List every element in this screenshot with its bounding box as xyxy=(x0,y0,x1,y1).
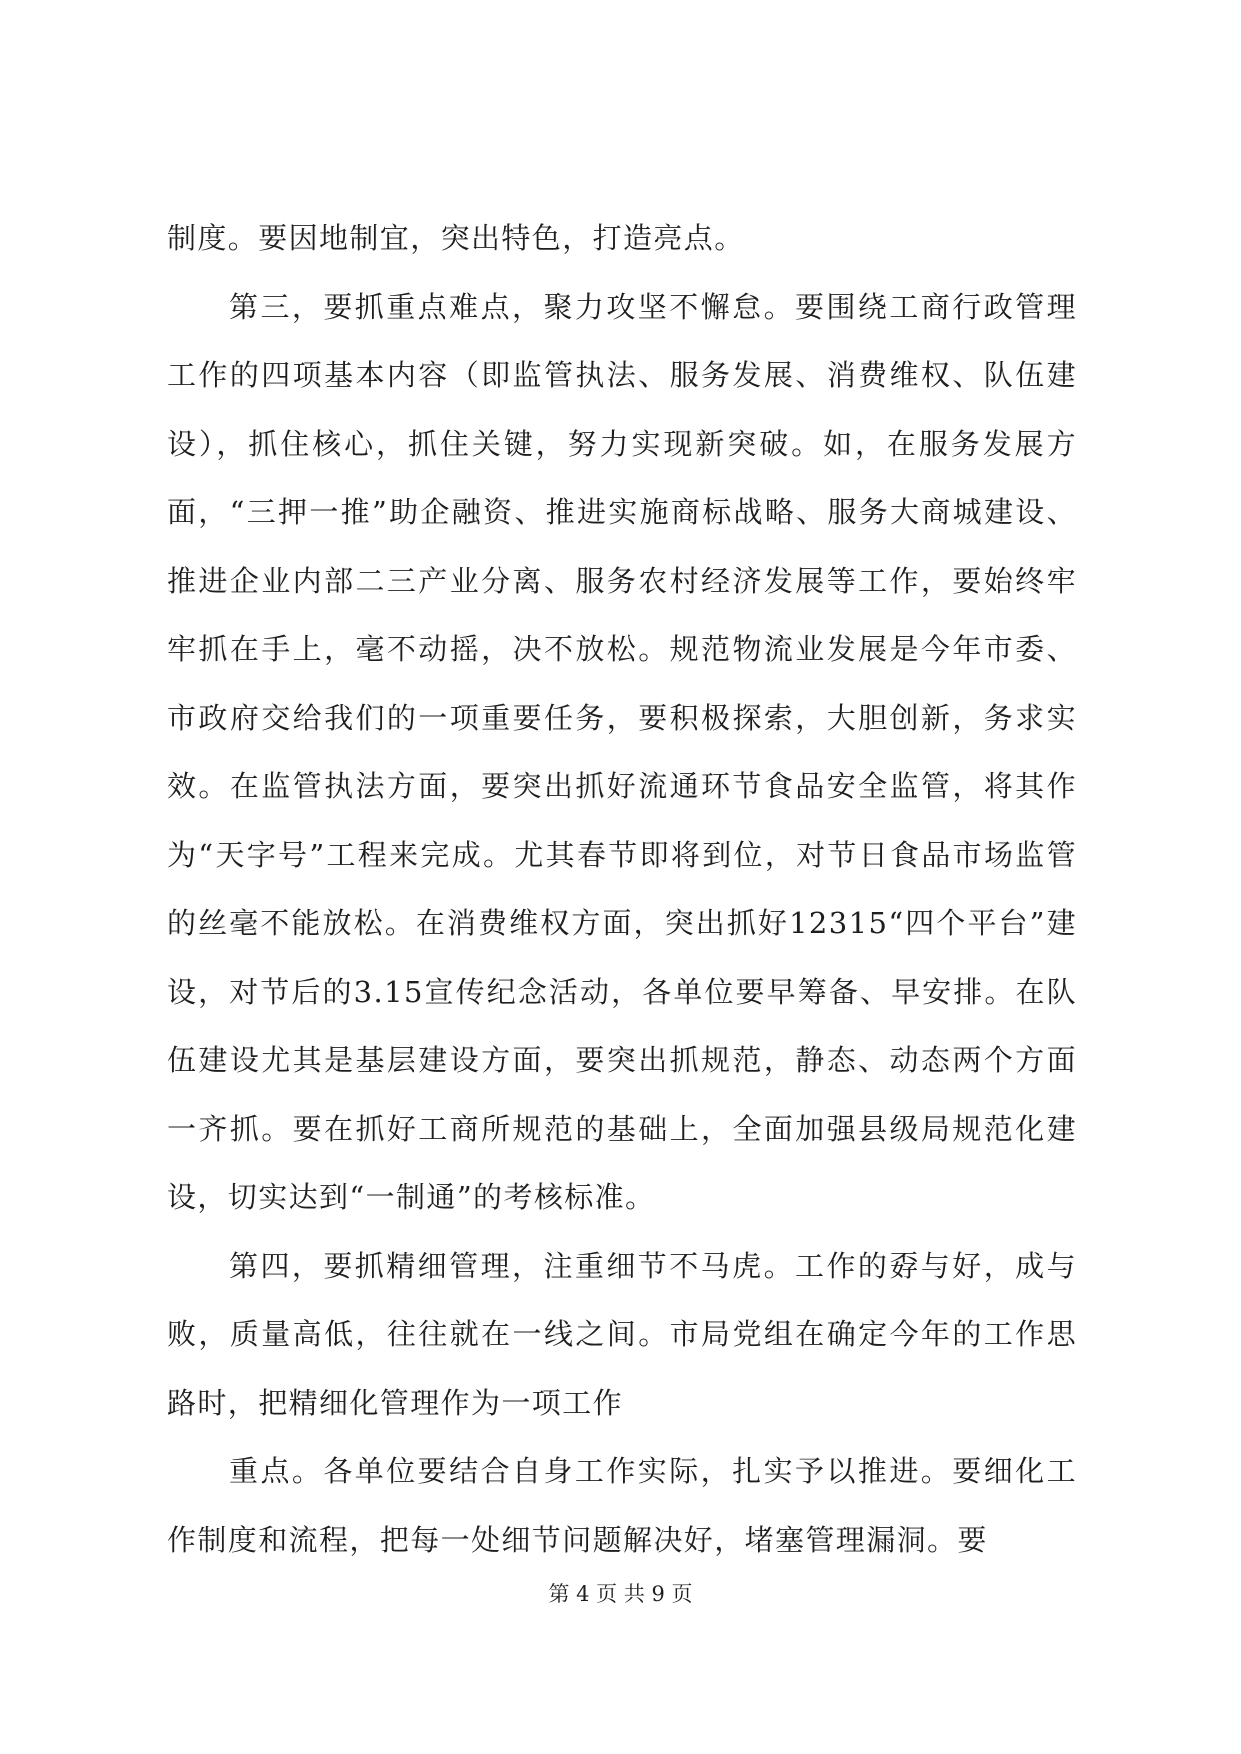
paragraph-2: 第三，要抓重点难点，聚力攻坚不懈怠。要围绕工商行政管理工作的四项基本内容（即监管执法、服务发展、消费维权、队伍建设），抓住核心，抓住关键，努力实现新突破。如，在服务发展方面，“三押一推”助企融资、推进实施商标战略、服务大商城建设、推进企业内部二三产业分离、服务农村经济发展等工作，要始终牢牢抓在手上，毫不动摇，决不放松。规范物流业发展是今年市委、市政府交给我们的一项重要任务，要积极探索，大胆创新，务求实效。在监管执法方面，要突出抓好流通环节食品安全监管，将其作为“天字号”工程来完成。尤其春节即将到位，对节日食品市场监管的丝毫不能放松。在消费维权方面，突出抓好12315“四个平台”建设，对节后的3.15宣传纪念活动，各单位要早筹备、早安排。在队伍建设尤其是基层建设方面，要突出抓规范，静态、动态两个方面一齐抓。要在抓好工商所规范的基础上，全面加强县级局规范化建设，切实达到“一制通”的考核标准。 xyxy=(167,289,1077,1214)
paragraph-4: 重点。各单位要结合自身工作实际，扎实予以推进。要细化工作制度和流程，把每一处细节问题解决好，堵塞管理漏洞。要 xyxy=(167,1454,1077,1557)
body-text xyxy=(167,204,1077,1574)
paragraph-1: 制度。要因地制宜，突出特色，打造亮点。 xyxy=(167,221,745,255)
page-number-footer: 第 4 页 共 9 页 xyxy=(548,1582,693,1606)
paragraph-3: 第四，要抓精细管理，注重细节不马虎。工作的孬与好，成与败，质量高低，往往就在一线之间。市局党组在确定今年的工作思路时，把精细化管理作为一项工作 xyxy=(167,1248,1077,1420)
